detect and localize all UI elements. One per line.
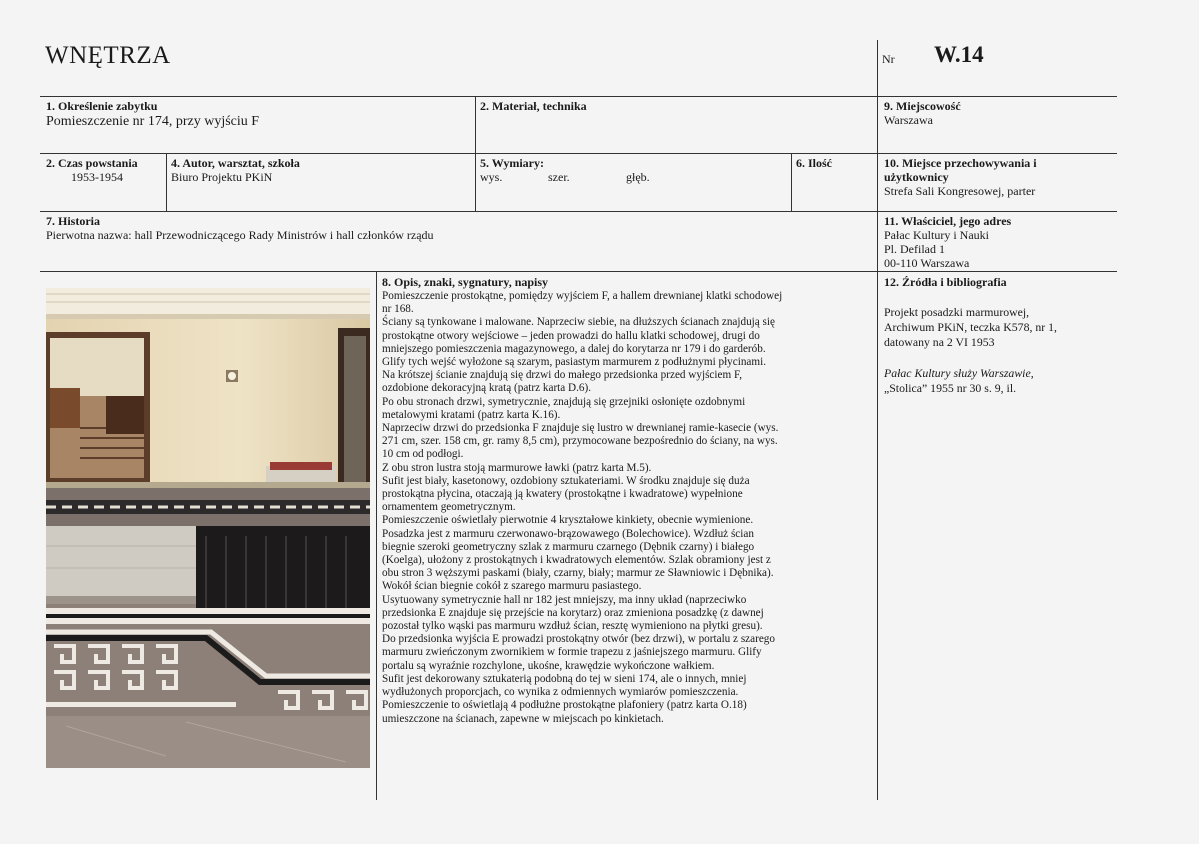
description-line: prostokątna płycina, otaczają ją kwatery (prostokątne i kwadratowe) wypełnione bbox=[382, 488, 743, 501]
description-line: nr 168. bbox=[382, 303, 414, 316]
rule-col-right bbox=[877, 40, 878, 800]
field-object-name-label: 1. Określenie zabytku bbox=[46, 99, 158, 113]
description-line: marmuru zwieńczonym zwornikiem w formie trapezu z jaśniejszego marmuru. Glify bbox=[382, 646, 762, 659]
field-dimensions-label: 5. Wymiary: bbox=[480, 156, 544, 170]
description-line: Pomieszczenie to oświetlają 4 podłużne prostokątne plafoniery (patrz karta O.18) bbox=[382, 699, 747, 712]
dimension-width: szer. bbox=[548, 170, 570, 184]
field-quantity-label: 6. Ilość bbox=[796, 156, 832, 170]
description-line: Ściany są tynkowane i malowane. Naprzeciw siebie, na dłuższych ścianach znajdują się bbox=[382, 316, 775, 329]
source-ref1-line-1: Projekt posadzki marmurowej, bbox=[884, 305, 1030, 319]
card-number-label: Nr bbox=[882, 52, 895, 66]
description-line: biegnie szeroki geometryczny szlak z marmuru czarnego (Dębnik czarny) i białego bbox=[382, 540, 755, 553]
description-line: (Koelga), ułożony z prostokątnych i kwadratowych elementów. Szlak obramiony jest z bbox=[382, 554, 771, 567]
dimension-depth: głęb. bbox=[626, 170, 650, 184]
description-line: Sufit jest biały, kasetonowy, ozdobiony sztukateriami. W środku znajduje się duża bbox=[382, 474, 750, 487]
dimension-height: wys. bbox=[480, 170, 503, 184]
description-line: Wokół ścian biegnie cokół z szarego marmuru pasiastego. bbox=[382, 580, 642, 593]
rule-col-4 bbox=[166, 153, 167, 211]
description-line: pozostał tylko wąski pas marmuru wzdłuż ścian, resztę wymieniono na płytki gresu). bbox=[382, 620, 763, 633]
description-line: 10 cm od podłogi. bbox=[382, 448, 464, 461]
field-storage-label-1: 10. Miejsce przechowywania i bbox=[884, 156, 1037, 170]
description-line: 271 cm, szer. 158 cm, gr. ramy 8,5 cm), przymocowane bezpośrednio do ściany, na wys. bbox=[382, 435, 778, 448]
rule-col-6 bbox=[791, 153, 792, 211]
description-line: przedsionka E znajduje się przejście na korytarz) oraz zmieniona posadzkę (z dawnej bbox=[382, 606, 764, 619]
source-ref2-title: Pałac Kultury służy Warszawie, bbox=[884, 365, 1034, 380]
field-storage-label-2: użytkownicy bbox=[884, 170, 949, 184]
field-object-name bbox=[46, 99, 259, 130]
field-locality-value: Warszawa bbox=[884, 113, 934, 127]
rule-col-2 bbox=[475, 96, 476, 211]
field-storage-value: Strefa Sali Kongresowej, parter bbox=[884, 184, 1036, 198]
rule-header-bottom bbox=[40, 96, 1117, 97]
description-body bbox=[382, 290, 874, 726]
field-history bbox=[46, 214, 434, 242]
rule-row-3 bbox=[40, 271, 1117, 272]
card-number-value: W.14 bbox=[934, 42, 984, 67]
rule-row-2 bbox=[40, 211, 1117, 212]
field-owner-line-2: Pl. Defilad 1 bbox=[884, 242, 945, 256]
rule-col-8 bbox=[376, 271, 377, 800]
description-line: Sufit jest dekorowany sztukaterią podobną do tej w sieni 174, ale o innych, mniej bbox=[382, 672, 747, 685]
description-line: prostokątne otwory wejściowe – jeden prowadzi do hallu klatki schodowej, drugi do bbox=[382, 329, 760, 342]
field-creation-time bbox=[46, 156, 138, 184]
description-line: Do przedsionka wyjścia E prowadzi prostokątny otwór (bez drzwi), w portalu z szarego bbox=[382, 633, 775, 646]
field-owner-line-3: 00-110 Warszawa bbox=[884, 256, 970, 270]
field-material-label: 2. Materiał, technika bbox=[480, 99, 587, 113]
interior-photo-hall bbox=[46, 288, 370, 526]
description-line: mniejszego pomieszczenia magazynowego, a dalej do korytarza nr 179 i do garderób. bbox=[382, 342, 766, 355]
description-line: Z obu stron lustra stoją marmurowe ławki (patrz karta M.5). bbox=[382, 461, 652, 474]
description-line: Usytuowany symetrycznie hall nr 182 jest mniejszy, ma inny układ (naprzeciwko bbox=[382, 593, 747, 606]
field-dimensions bbox=[480, 156, 780, 184]
description-line: umieszczone na ścianach, zapewne w miejscach po kinkietach. bbox=[382, 712, 664, 725]
field-object-name-value: Pomieszczenie nr 174, przy wyjściu F bbox=[46, 114, 260, 129]
description-line: obu stron 3 węższymi paskami (biały, czarny, biały; marmur ze Sławniowic i Dębnika). bbox=[382, 567, 774, 580]
field-owner-line-1: Pałac Kultury i Nauki bbox=[884, 228, 989, 242]
field-creation-time-value: 1953-1954 bbox=[71, 170, 123, 184]
field-quantity bbox=[796, 156, 832, 170]
document-title: WNĘTRZA bbox=[45, 42, 171, 69]
field-material bbox=[480, 99, 587, 113]
field-author bbox=[171, 156, 300, 184]
sources-section bbox=[884, 275, 1114, 396]
field-locality bbox=[884, 99, 961, 127]
field-locality-label: 9. Miejscowość bbox=[884, 99, 961, 113]
description-section bbox=[382, 275, 874, 726]
description-line: portalu są wyraźnie rozchylone, ukośne, krawędzie wykończone wałkiem. bbox=[382, 659, 715, 672]
description-line: Posadzka jest z marmuru czerwonawo-brązowawego (Bolechowice). Wzdłuż ścian bbox=[382, 527, 754, 540]
description-line: ornamentem geometrycznym. bbox=[382, 501, 516, 514]
source-ref1-line-2: Archiwum PKiN, teczka K578, nr 1, bbox=[884, 320, 1057, 335]
field-owner-label: 11. Właściciel, jego adres bbox=[884, 214, 1012, 228]
floor-photo-image bbox=[46, 526, 370, 768]
hall-photo-image bbox=[46, 288, 370, 526]
rule-row-1 bbox=[40, 153, 1117, 154]
source-ref1-line-3: datowany na 2 VI 1953 bbox=[884, 335, 995, 350]
description-line: wydłużonych proporcjach, co wynika z odmiennych wymiarów pomieszczenia. bbox=[382, 686, 739, 699]
field-history-value: Pierwotna nazwa: hall Przewodniczącego Rady Ministrów i hall członków rządu bbox=[46, 228, 434, 242]
source-ref2-rest: „Stolica” 1955 nr 30 s. 9, il. bbox=[884, 380, 1017, 395]
description-line: Po obu stronach drzwi, symetrycznie, znajdują się grzejniki osłonięte ozdobnymi bbox=[382, 395, 746, 408]
field-storage bbox=[884, 156, 1037, 198]
description-line: ozdobione dekoracyjną kratą (patrz karta D.6). bbox=[382, 382, 592, 395]
field-owner bbox=[884, 214, 1011, 270]
field-history-label: 7. Historia bbox=[46, 214, 100, 228]
sources-label: 12. Źródła i bibliografia bbox=[884, 275, 1007, 289]
description-line: Naprzeciw drzwi do przedsionka F znajduje się lustro w drewnianej ramie-kasecie (wys. bbox=[382, 422, 779, 435]
field-author-value: Biuro Projektu PKiN bbox=[171, 170, 273, 184]
description-line: Pomieszczenie oświetlały pierwotnie 4 kryształowe kinkiety, obecnie wymienione. bbox=[382, 514, 754, 527]
description-line: Na krótszej ścianie znajdują się drzwi do małego przedsionka przed wyjściem F, bbox=[382, 369, 743, 382]
description-line: Glify tych wejść wyłożone są szarym, pasiastym marmurem z podłużnymi płycinami. bbox=[382, 356, 767, 369]
description-label: 8. Opis, znaki, sygnatury, napisy bbox=[382, 275, 549, 289]
interior-photo-floor bbox=[46, 526, 370, 768]
description-line: Pomieszczenie prostokątne, pomiędzy wyjściem F, a hallem drewnianej klatki schodowej bbox=[382, 290, 783, 302]
description-line: metalowymi kratami (patrz karta K.16). bbox=[382, 408, 561, 421]
field-author-label: 4. Autor, warsztat, szkoła bbox=[171, 156, 300, 170]
field-creation-time-label: 2. Czas powstania bbox=[46, 156, 138, 170]
